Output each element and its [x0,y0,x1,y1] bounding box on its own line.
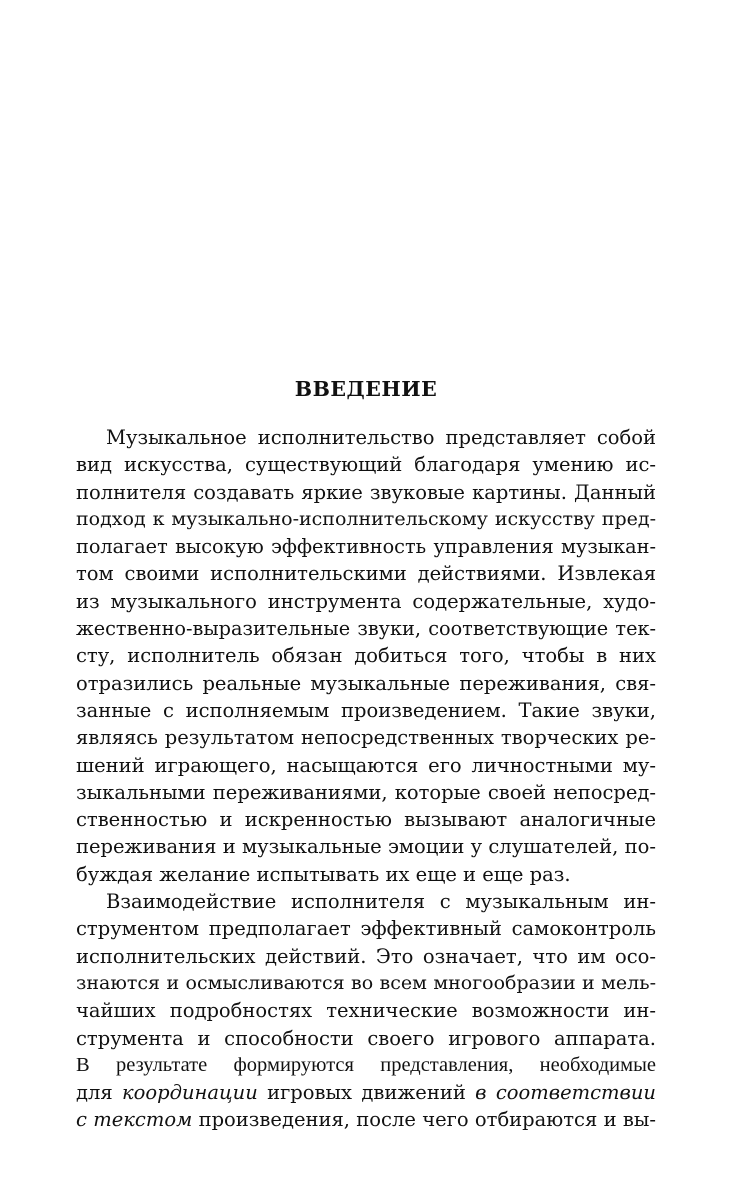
text-line: исполнительских действий. Это означает, что им осо- [76,944,656,968]
text-line: Взаимодействие исполнителя с музыкальным ин- [106,890,656,914]
text-run: произведения, после чего отбираются и вы- [192,1108,656,1132]
text-line: буждая желание испытывать их еще и еще раз. [76,862,571,886]
text-line-with-emphasis [76,1079,656,1106]
book-page [76,0,656,1182]
text-line: зыкальными переживаниями, которые своей непосред- [76,780,656,804]
text-run: игровых движений [257,1081,476,1105]
text-line: сту, исполнитель обязан добиться того, чтобы в них [76,644,656,668]
text-line: шений играющего, насыщаются его личностными му- [76,753,656,777]
emphasis-text: с текстом [76,1108,193,1132]
text-line: из музыкального инструмента содержательные, худо- [76,589,656,613]
text-line: отразились реальные музыкальные переживания, свя- [76,671,656,695]
text-line: являясь результатом непосредственных творческих ре- [76,726,656,750]
text-line: полнителя создавать яркие звуковые картины. Данный [76,480,656,504]
text-line: чайших подробностях технические возможности ин- [76,999,656,1023]
text-line: жественно-выразительные звуки, соответствующие тек- [76,617,656,641]
text-line: вид искусства, существующий благодаря умению ис- [76,453,656,477]
body-text [76,424,656,1134]
text-line-with-emphasis [76,1106,656,1133]
text-line: переживания и музыкальные эмоции у слушателей, по- [76,835,656,859]
text-line: ственностью и искренностью вызывают аналогичные [76,808,656,832]
text-line: В результате формируются представления, необходимые [76,1053,656,1076]
text-line: Музыкальное исполнительство представляет собой [106,426,656,449]
text-line: знаются и осмысливаются во всем многообразии и мель- [76,971,656,994]
text-run: для [76,1081,123,1105]
text-line: струмента и способности своего игрового аппарата. [76,1026,656,1050]
text-line: занные с исполняемым произведением. Такие звуки, [76,698,656,722]
emphasis-text: в соответствии [475,1081,656,1105]
emphasis-text: координации [122,1081,258,1105]
text-line: струментом предполагает эффективный самоконтроль [76,917,656,941]
text-line: том своими исполнительскими действиями. Извлекая [76,562,656,586]
text-line: полагает высокую эффективность управления музыкан- [76,535,656,559]
chapter-heading: ВВЕДЕНИЕ [294,377,438,401]
text-line: подход к музыкально-исполнительскому искусству пред- [76,507,656,530]
